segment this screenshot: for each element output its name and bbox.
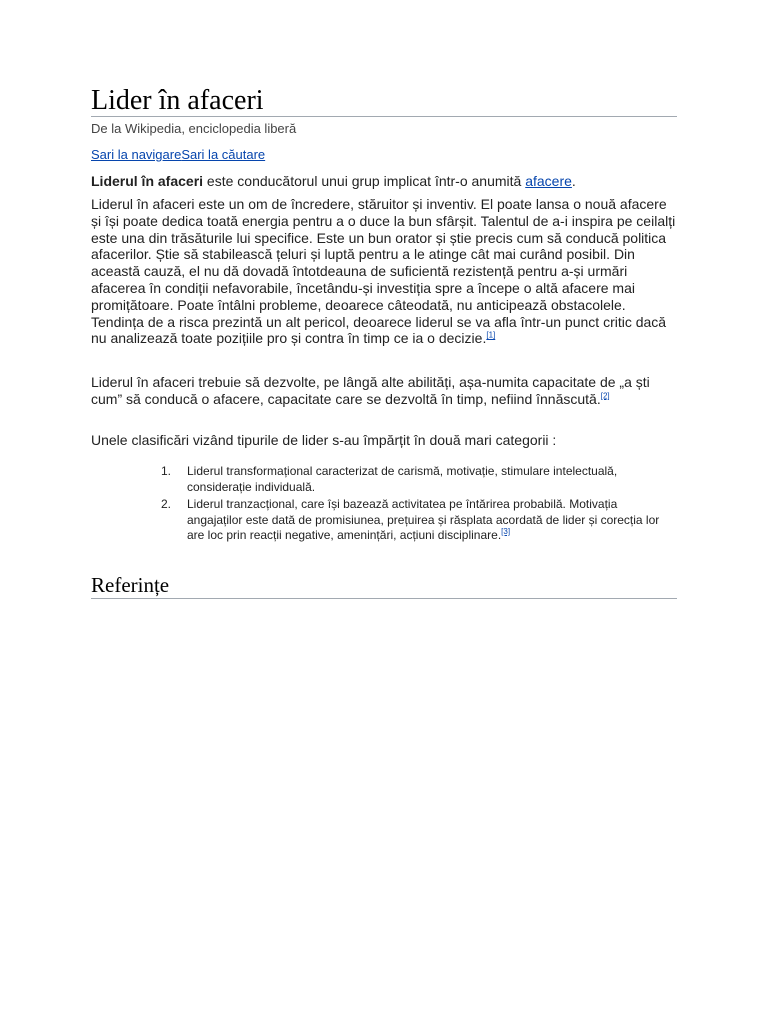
paragraph-1 (91, 196, 677, 347)
lead-text-end: . (571, 173, 576, 189)
list-item (161, 464, 661, 495)
paragraph-1-text: Liderul în afaceri este un om de încredere, stăruitor și inventiv. El poate lansa o nouă afacere și își poate dedica toată energia pentru a o duce la bun sfârșit. Talentul de a-i inspira pe ceilalți este una din trăsăturile lui specifice. Este un bun orator și știe precis cum să conducă politica afacerilor. Știe să stabilească țeluri și luptă pentru a le atinge cât mai curând posibil. Din această cauză, el nu dă dovadă întotdeauna de suficientă rezistență pentru a-și urmări afacerea în condiții nefavorabile, încetându-și investiția spre a începe o altă afacere mai promițătoare. Poate întâlni probleme, deoarece câteodată, nu anticipează obstacolele. Tendința de a risca prezintă un alt pericol, deoarece liderul se va afla într-un punct critic dacă nu analizează toate pozițiile pro și contra în timp ce ia o decizie. (91, 196, 676, 347)
list-item-text: Liderul tranzacțional, care își bazează activitatea pe întărirea probabilă. Motivația angajaților este dată de promisiunea, prețuirea și răsplata acordată de lider și corecția lor are loc prin reacții negative, amenințări, acțiuni disciplinare. (187, 497, 660, 542)
afacere-link[interactable]: afacere (525, 173, 572, 189)
reference-3-link[interactable]: [3] (501, 527, 511, 536)
reference-2-link[interactable]: [2] (600, 391, 610, 401)
lead-text: este conducătorul unui grup implicat într-o anumită (203, 173, 526, 189)
list-item-number: 2. (161, 497, 172, 511)
list-item-number: 1. (161, 464, 172, 478)
list-item (161, 497, 661, 544)
paragraph-2 (91, 374, 677, 408)
paragraph-3: Unele clasificări vizând tipurile de lider s-au împărțit în două mari categorii : (91, 432, 557, 448)
section-heading-references: Referințe (91, 572, 677, 599)
list-item-text: Liderul transformațional caracterizat de carismă, motivație, stimulare intelectuală, considerație individuală. (187, 464, 618, 494)
jump-to-search-link[interactable]: Sari la căutare (181, 147, 266, 162)
jump-to-navigation-link[interactable]: Sari la navigare (91, 147, 182, 162)
paragraph-2-text: Liderul în afaceri trebuie să dezvolte, pe lângă alte abilități, așa-numita capacitate de „a ști cum” să conducă o afacere, capacitate care se dezvoltă în timp, nefiind înnăscută. (91, 374, 650, 407)
site-tagline: De la Wikipedia, enciclopedia liberă (91, 121, 297, 136)
reference-1-link[interactable]: [1] (486, 330, 496, 340)
jump-links (91, 147, 265, 163)
leader-types-list (161, 464, 661, 546)
page-title: Lider în afaceri (91, 85, 677, 117)
lead-paragraph (91, 173, 677, 190)
lead-bold-term: Liderul în afaceri (91, 173, 204, 189)
